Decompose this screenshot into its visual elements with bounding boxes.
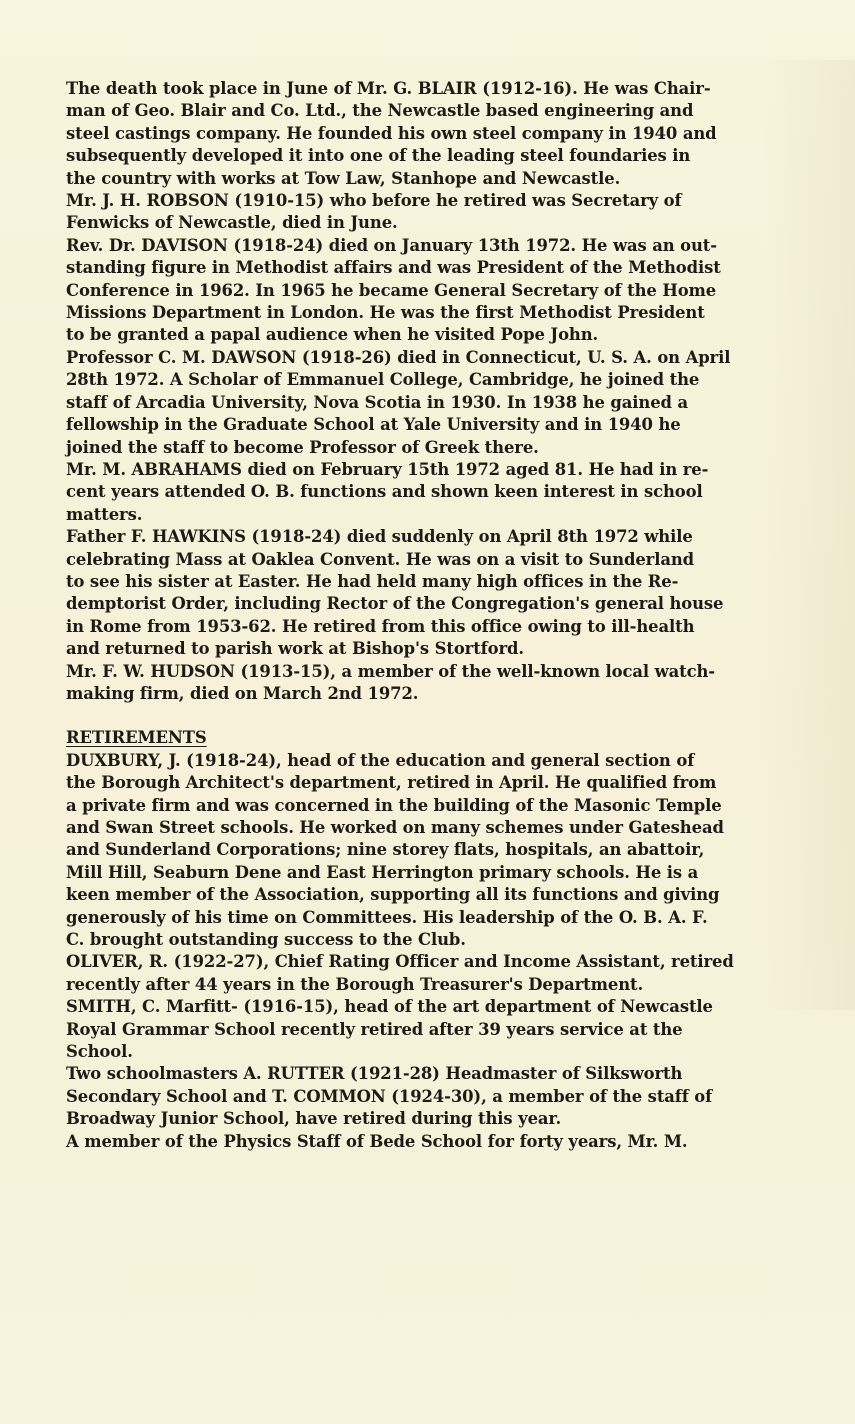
text-line: the Borough Architect's department, retired in April. He qualified from <box>66 773 717 793</box>
document-body <box>66 78 786 1153</box>
text-line: Professor C. M. DAWSON (1918-26) died in Connecticut, U. S. A. on April <box>66 347 731 367</box>
text-line: and Sunderland Corporations; nine storey flats, hospitals, an abattoir, <box>66 840 705 860</box>
text-line: Fenwicks of Newcastle, died in June. <box>66 213 398 233</box>
text-line: OLIVER, R. (1922-27), Chief Rating Officer and Income Assistant, retired <box>66 952 734 972</box>
text-line: Two schoolmasters A. RUTTER (1921-28) Headmaster of Silksworth <box>66 1064 683 1084</box>
text-line: steel castings company. He founded his own steel company in 1940 and <box>66 123 717 143</box>
text-line: cent years attended O. B. functions and shown keen interest in school <box>66 482 703 502</box>
text-line: Mr. M. ABRAHAMS died on February 15th 1972 aged 81. He had in re- <box>66 459 709 479</box>
text-line: and Swan Street schools. He worked on many schemes under Gateshead <box>66 818 724 837</box>
text-line: A member of the Physics Staff of Bede School for forty years, Mr. M. <box>66 1131 688 1151</box>
text-line: standing figure in Methodist affairs and was President of the Methodist <box>66 258 721 278</box>
text-line: Missions Department in London. He was the first Methodist President <box>66 303 705 323</box>
text-line: making firm, died on March 2nd 1972. <box>66 683 419 703</box>
text-line: recently after 44 years in the Borough Treasurer's Department. <box>66 974 644 994</box>
text-line: joined the staff to become Professor of Greek there. <box>66 437 539 457</box>
retirements-heading: RETIREMENTS <box>66 728 207 748</box>
text-line: to be granted a papal audience when he visited Pope John. <box>66 325 599 345</box>
text-line: Mr. F. W. HUDSON (1913-15), a member of the well-known local watch- <box>66 661 716 681</box>
text-line: Mill Hill, Seaburn Dene and East Herrington primary schools. He is a <box>66 862 699 882</box>
text-line: 28th 1972. A Scholar of Emmanuel College, Cambridge, he joined the <box>66 370 700 390</box>
text-line: matters. <box>66 504 143 524</box>
text-line: subsequently developed it into one of the leading steel foundaries in <box>66 146 691 166</box>
text-line: celebrating Mass at Oaklea Convent. He was on a visit to Sunderland <box>66 549 695 569</box>
text-line: to see his sister at Easter. He had held many high offices in the Re- <box>66 571 679 591</box>
retirements-section <box>66 750 786 1153</box>
text-line: Secondary School and T. COMMON (1924-30), a member of the staff of <box>66 1086 713 1106</box>
text-line: Royal Grammar School recently retired after 39 years service at the <box>66 1019 683 1039</box>
text-line: generously of his time on Committees. His leadership of the O. B. A. F. <box>66 907 708 927</box>
text-line: and returned to parish work at Bishop's Stortford. <box>66 639 524 659</box>
text-line: demptorist Order, including Rector of the Congregation's general house <box>66 594 724 614</box>
text-line: Rev. Dr. DAVISON (1918-24) died on January 13th 1972. He was an out- <box>66 235 717 255</box>
text-line: Mr. J. H. ROBSON (1910-15) who before he retired was Secretary of <box>66 191 682 211</box>
text-line: Father F. HAWKINS (1918-24) died suddenly on April 8th 1972 while <box>66 527 693 547</box>
text-line: Broadway Junior School, have retired during this year. <box>66 1109 562 1129</box>
text-line: the country with works at Tow Law, Stanhope and Newcastle. <box>66 168 621 188</box>
text-line: The death took place in June of Mr. G. BLAIR (1912-16). He was Chair- <box>66 79 711 98</box>
text-line: in Rome from 1953-62. He retired from this office owing to ill-health <box>66 616 695 636</box>
text-line: Conference in 1962. In 1965 he became General Secretary of the Home <box>66 280 717 300</box>
text-line: man of Geo. Blair and Co. Ltd., the Newcastle based engineering and <box>66 101 694 121</box>
text-line: DUXBURY, J. (1918-24), head of the education and general section of <box>66 750 695 770</box>
text-line: School. <box>66 1042 133 1062</box>
text-line: fellowship in the Graduate School at Yale University and in 1940 he <box>66 415 681 435</box>
text-line: a private firm and was concerned in the building of the Masonic Temple <box>66 795 722 815</box>
obituaries-section <box>66 78 786 705</box>
text-line: staff of Arcadia University, Nova Scotia in 1930. In 1938 he gained a <box>66 392 689 412</box>
text-line: SMITH, C. Marfitt- (1916-15), head of the art department of Newcastle <box>66 997 713 1017</box>
text-line: keen member of the Association, supporting all its functions and giving <box>66 885 720 905</box>
text-line: C. brought outstanding success to the Club. <box>66 930 466 950</box>
